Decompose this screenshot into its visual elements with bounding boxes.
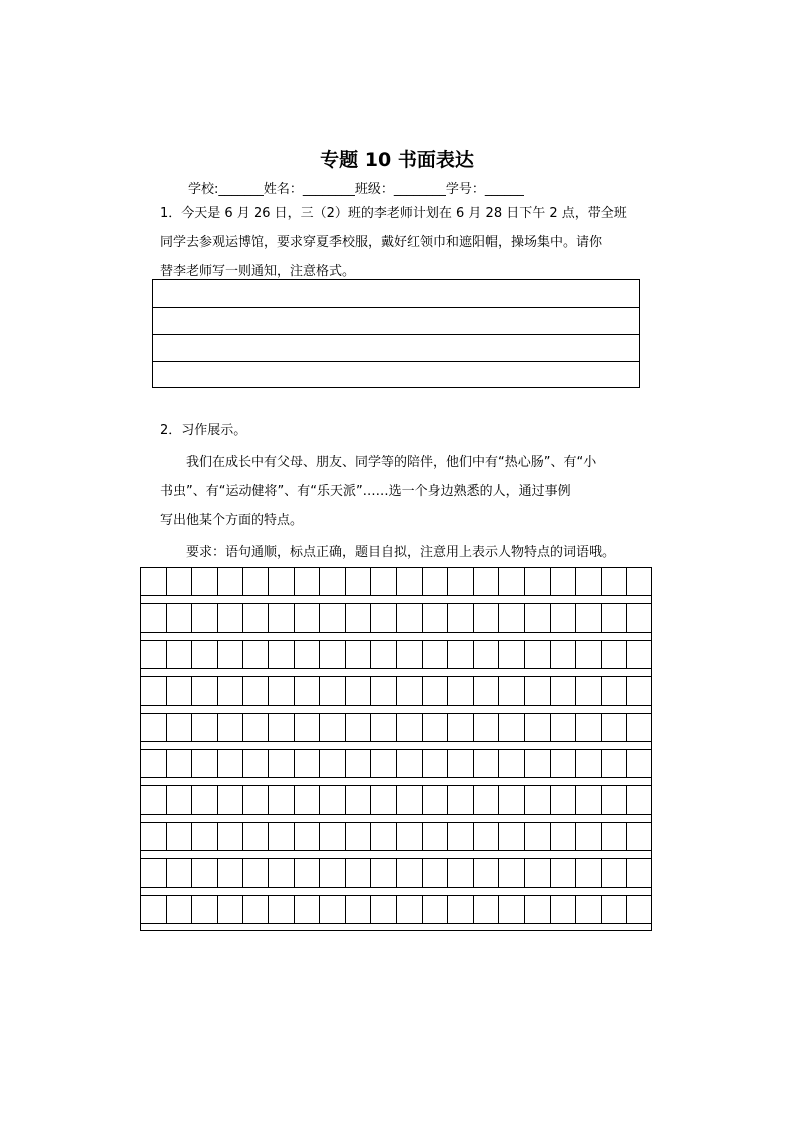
answer-line: [153, 307, 639, 308]
grid-row[interactable]: [140, 676, 652, 706]
composition-grid[interactable]: [140, 567, 652, 931]
grid-row[interactable]: [140, 640, 652, 669]
q2-heading: 2．习作展示。: [160, 423, 247, 438]
grid-row[interactable]: [140, 895, 652, 924]
q2-body-line-2: 书虫”、有“运动健将”、有“乐天派”……选一个身边熟悉的人，通过事例: [160, 484, 571, 499]
q2-body-line-3: 写出他某个方面的特点。: [160, 513, 304, 528]
grid-row[interactable]: [140, 713, 652, 742]
grid-row[interactable]: [140, 858, 652, 888]
student-info-line: 学校:_______姓名：________班级：________学号：______: [188, 182, 524, 197]
q1-line-3: 替李老师写一则通知，注意格式。: [160, 264, 356, 279]
grid-row[interactable]: [140, 822, 652, 851]
grid-row[interactable]: [140, 749, 652, 778]
grid-row[interactable]: [140, 785, 652, 815]
q1-line-2: 同学去参观运博馆，要求穿夏季校服，戴好红领巾和遮阳帽，操场集中。请你: [160, 235, 603, 250]
answer-line: [153, 361, 639, 362]
q2-requirement: 要求：语句通顺，标点正确，题目自拟，注意用上表示人物特点的词语哦。: [160, 545, 616, 560]
q1-line-1: 1．今天是 6 月 26 日，三（2）班的李老师计划在 6 月 28 日下午 2 点，带全班: [160, 206, 627, 221]
answer-line: [153, 334, 639, 335]
grid-row[interactable]: [140, 603, 652, 633]
q2-body-line-1: 我们在成长中有父母、朋友、同学等的陪伴，他们中有“热心肠”、有“小: [160, 455, 597, 470]
grid-row[interactable]: [140, 567, 652, 596]
notice-answer-box[interactable]: [152, 279, 640, 388]
page-title: 专题 10 书面表达: [320, 149, 474, 171]
